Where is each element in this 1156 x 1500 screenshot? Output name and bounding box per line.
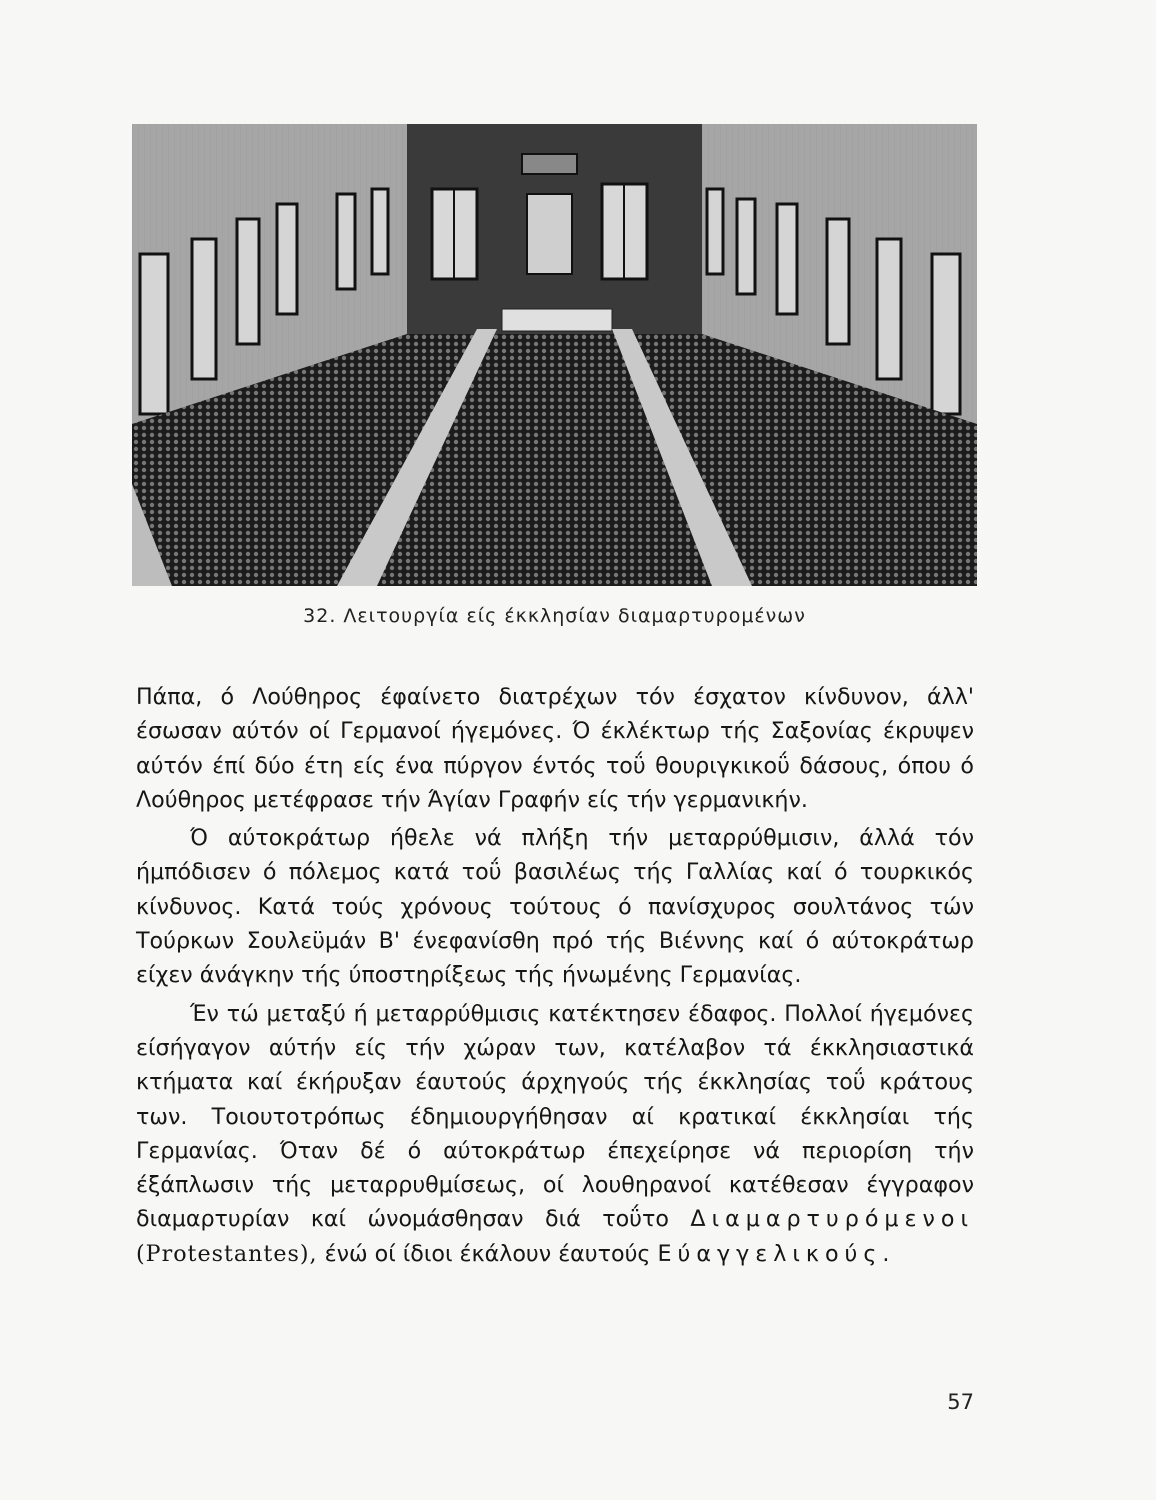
figure-caption: 32. Λειτουργία είς έκκλησίαν διαμαρτυρομένων bbox=[303, 605, 806, 627]
page-number: 57 bbox=[947, 1390, 974, 1414]
paragraph-2: Ό αύτοκράτωρ ήθελε νά πλήξη τήν μεταρρύθμισιν, άλλά τόν ήμπόδισεν ό πόλεμος κατά τοΰ βασιλέως τής Γαλλίας καί ό τουρκικός κίνδυνος. Κατά τούς χρόνους τούτους ό πανίσχυρος σουλτάνος τών Τούρκων Σουλεϋμάν Β' ένεφανίσθη πρό τής Βιέννης καί ό αύτοκράτωρ είχεν άνάγκην τής ύποστηρίξεως τής ήνωμένης Γερμανίας. bbox=[136, 825, 974, 989]
term-evangelicals: Εύαγγελικούς. bbox=[657, 1240, 896, 1267]
term-protestants-greek: Διαμαρτυρόμενοι bbox=[690, 1206, 974, 1233]
body-text bbox=[136, 680, 974, 1271]
paragraph-3-mid: ένώ οί ίδιοι έκάλουν έαυτούς bbox=[324, 1240, 651, 1267]
paragraph-3-main: Έν τώ μεταξύ ή μεταρρύθμισις κατέκτησεν έδαφος. Πολλοί ήγεμόνες είσήγαγον αύτήν είς τήν χώραν των, κατέλαβον τά έκκλησιαστικά κτήματα καί έκήρυξαν έαυτούς άρχηγούς τής έκκλησίας τοΰ κράτους των. Τοιουτοτρόπως έδημιουργήθησαν αί κρατικαί έκκλησίαι τής Γερμανίας. Όταν δέ ό αύτοκράτωρ έπεχείρησε νά περιορίση τήν έξάπλωσιν τής μεταρρυθμίσεως, οί λουθηρανοί κατέθεσαν έγγραφον διαμαρτυρίαν καί ώνομάσθησαν διά τοΰτο bbox=[136, 1000, 974, 1233]
term-protestants-latin: (Protestantes), bbox=[136, 1240, 318, 1267]
church-interior-drawing bbox=[132, 124, 977, 586]
church-interior-illustration bbox=[132, 124, 977, 586]
paragraph-1: Πάπα, ό Λούθηρος έφαίνετο διατρέχων τόν έσχατον κίνδυνον, άλλ' έσωσαν αύτόν οί Γερμανοί ήγεμόνες. Ό έκλέκτωρ τής Σαξονίας έκρυψεν αύτόν έπί δύο έτη είς ένα πύργον έντός τοΰ θουριγκικοΰ δάσους, όπου ό Λούθηρος μετέφρασε τήν Άγίαν Γραφήν είς τήν γερμανικήν. bbox=[136, 684, 974, 813]
paragraph-3 bbox=[136, 997, 974, 1271]
